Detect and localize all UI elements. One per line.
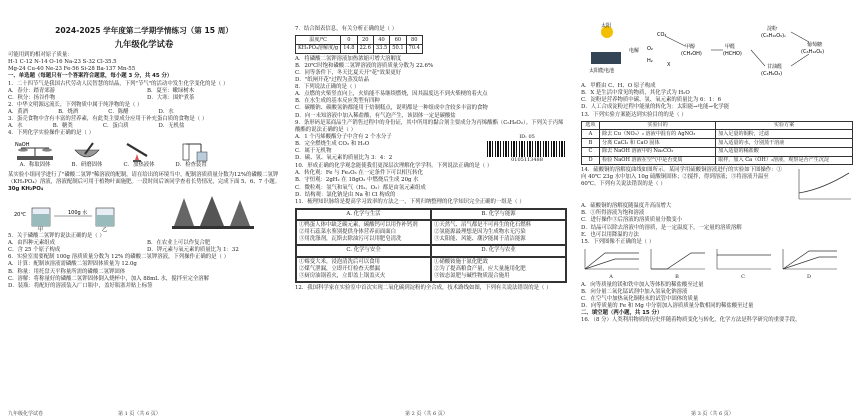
page-1 xyxy=(0,0,286,416)
q2-option-d: D．水 xyxy=(158,109,174,116)
footer-left-1: 九年级化学试卷 xyxy=(8,411,44,416)
q1-option-d: D．大寒：围炉煮茶 xyxy=(147,94,195,101)
question-5: 5．关于磷酸二氢钾的说法正确的是（ ） xyxy=(8,232,105,239)
barcode xyxy=(487,134,567,163)
page-3 xyxy=(573,0,859,416)
question-8: 8．下列说法正确的是（ ） xyxy=(295,84,360,91)
q7-option-a: A．将磷酸二氢钾溶液加热浓缩可增大溶解度 xyxy=(295,55,402,62)
q12-option-d: D．人工合成淀粉过程中能量的转化为：太阳能→电能→化学能 xyxy=(581,104,730,111)
atoms-intro: 可能用到的相对原子质量： xyxy=(8,52,73,59)
graph-d-label: D xyxy=(806,274,811,281)
q3-option-b: B．糖类 xyxy=(52,123,73,130)
q8-option-a: A．点燃的火柴竖直向上，火焰能不易继续燃烧，因其温度达不到火柴梗的着火点 xyxy=(295,91,488,98)
table-cell: A xyxy=(582,130,600,139)
table-cell: 20 xyxy=(357,36,373,45)
barcode-bars xyxy=(487,141,567,157)
atoms-line-2: Mg-24 Cu-40 Ne-23 Fe-56 Si-28 Ba-137 Mn-55 xyxy=(8,66,136,73)
glucose-label: 葡萄糖 xyxy=(807,42,823,48)
question-4: 4．下列化学实验操作正确的是（ ） xyxy=(8,130,95,137)
graph-a-plot xyxy=(581,247,641,271)
q7-option-d: D．"纸闸开花"过程为蒸发结晶 xyxy=(295,76,369,83)
table-row xyxy=(296,36,423,45)
table-cell: D xyxy=(582,156,600,165)
exam-subtitle: 九年级化学试卷 xyxy=(114,39,174,50)
question-15: 15．下列图像不正确的是（ ） xyxy=(581,238,655,245)
table-cell: 70.4 xyxy=(406,44,422,53)
q9-option-b: B．完全燃烧生成 CO₂ 和 H₂O xyxy=(295,141,370,148)
question-7: 7．结合图表信息，有关分析正确的是（ ） xyxy=(295,26,398,32)
experiment-table xyxy=(581,121,853,166)
q3-option-c: C．蛋白质 xyxy=(102,123,129,130)
footer-page-1: 第 1 页（共 6 页） xyxy=(118,411,161,416)
q5-option-a: A．由四种元素组成 xyxy=(8,240,56,247)
solution-beakers-figure xyxy=(12,194,162,232)
table-cell: 22.6 xyxy=(357,44,373,53)
table-cell: 除去 NaOH 溶液中的 Na₂CO₃ xyxy=(600,147,716,156)
table-header: 实验方案 xyxy=(716,121,853,130)
mortar-figure xyxy=(64,140,110,170)
q3-option-d: D．无机盐 xyxy=(158,123,185,130)
question-9: 9．条形码是某商品生产销售过程中的身份证，其中所用的黏合剂主要成分为丙烯酸酯（C₅H₈O₂）。下列关于丙烯酸酯的说法正确的是（ ） xyxy=(295,119,564,133)
table-cell: 50.1 xyxy=(390,44,406,53)
q2-option-a: A．黄酒 xyxy=(8,109,29,116)
grid-body-a: ①鸭蛋人体中缺乏碳元素，碳酸钙可以用作补钙剂 ②用石蕊菜水鉴别提供身体营养而面面白 ③用洗涤剂，瓦斯去除油污可以用肥皂清洗 xyxy=(296,220,431,245)
table-cell: 分离 CaCl₂ 和 CaO 固体 xyxy=(600,139,716,148)
table-row xyxy=(296,44,423,53)
grid-header-d: D. 化学与农业 xyxy=(431,245,566,256)
q15-option-c: C．在空气中加热氧化铜粉末的试管中固体的质量 xyxy=(581,295,699,302)
section-1-heading: 一、单选题（每题只有一个答案符合题意，每小题 3 分，共 45 分） xyxy=(8,73,173,80)
q14-option-c: C．进行操作③后溶液的溶质质量分数变小 xyxy=(581,217,683,224)
sun-label: 太阳 xyxy=(601,23,612,29)
q10-option-d: D．结构观：氯化钠是由 Na 和 Cl 构成的 xyxy=(295,191,396,198)
q2-option-b: B．烧酒 xyxy=(58,109,79,116)
grid-body-b: ①天然气、沼气都是不可再生的化石燃料 ②氢能源最理想是因为生成物水无污染 ③太阳能、风能、潮汐能属于清洁能源 xyxy=(431,220,566,245)
table-row xyxy=(582,147,853,156)
table-cell: 除去 Cu（NO₃）₂ 溶液中混有的 AgNO₃ xyxy=(600,130,716,139)
q9-options xyxy=(295,134,479,163)
panel-label: 太阳能电池 xyxy=(589,68,615,74)
beaker-b-label: 乙 xyxy=(102,226,108,232)
question-10: 10．形成正确的化学观念能使我们更深层次理解化学学科。下列说法正确的是（ ） xyxy=(295,163,493,170)
heating-figure xyxy=(116,140,162,170)
h2-label: H₂ xyxy=(647,58,653,64)
table-cell: 加入适量的稀盐酸 xyxy=(716,147,853,156)
table-row xyxy=(582,139,853,148)
graph-d xyxy=(779,247,839,281)
starch-label: 淀粉 xyxy=(767,26,778,32)
question-11: 11．梳理知识脉络是提高学习效率的方法之一，下列归纳整理的化学知识完全正确的一组是（ ） xyxy=(295,198,525,205)
graph-c xyxy=(713,247,773,281)
balance-icon xyxy=(13,140,57,162)
table-cell: C xyxy=(582,147,600,156)
q4-label-d: D．检查装置 xyxy=(175,162,207,169)
q1-option-c: C．秋分：扬谷作物 xyxy=(8,94,56,101)
graph-c-label: C xyxy=(741,274,745,281)
solar-panel-icon xyxy=(591,52,621,64)
q8-option-b: B．在水生成的基本反应类型有四种 xyxy=(295,98,380,105)
starch-formula: (C₆H₁₀O₅)ₙ xyxy=(761,33,787,39)
table-cell: 温度/℃ xyxy=(296,36,341,45)
co2-label: CO₂ xyxy=(657,32,667,38)
question-14: 14．硫酸铜的溶解度曲线如图所示。某同学用硫酸铜溶液进行的实验如下图操作：①向 40℃ 23g 水中加入 10g 硫酸铜固体；②搅拌，得到溶液；③将溶液升温至 60℃。下列有关说法错误的是（ ） xyxy=(581,167,782,188)
grid-header-a: A. 化学与生活 xyxy=(296,209,431,220)
q10-option-a: A．转化观：Fe 与 Fe₂O₃ 在一定条件下可以相互转化 xyxy=(295,170,424,177)
test-tube-heating-icon xyxy=(119,140,159,162)
q6-option-c: C．溶解：将称量好的磷酸二氢钾固体倒入烧杯中，加入 88mL 水，搅拌至完全溶解 xyxy=(8,275,209,282)
q9-option-d: D．碳、氢、氧元素的质量比为 3：4：2 xyxy=(295,155,393,162)
q8-option-d: D．向一未知溶液中加入稀盐酸，有气泡产生，该固体一定是碳酸盐 xyxy=(295,112,456,119)
x-label: X xyxy=(667,62,671,68)
water-label: 100g 水 xyxy=(68,209,88,216)
grid-header-c: C. 化学与安全 xyxy=(296,245,431,256)
electrolysis-label: 电解 xyxy=(629,48,640,54)
grid-header-b: B. 化学与能源 xyxy=(431,209,566,220)
starch-synthesis-diagram xyxy=(581,22,851,82)
table-row xyxy=(582,130,853,139)
graph-a xyxy=(581,247,641,281)
grid-body-c: ①霉变大米，浸泡清洗后可以食用 ②煤气泄漏，立即开灯检查天燃漏 ③厨房油锅着火，立即盖上锅盖灭火 xyxy=(296,257,431,282)
o2-label: O₂ xyxy=(647,46,653,52)
question-6: 6．实验室需要配制 100g 溶质质量分数为 12% 的磷酸二氢钾溶液，下列操作正确的是（ ） xyxy=(8,254,230,261)
q2-option-c: C．陈醋 xyxy=(108,109,129,116)
page-2 xyxy=(287,0,573,416)
footer-page-2: 第 2 页（共 6 页） xyxy=(405,411,448,416)
graph-d-plot xyxy=(779,247,839,271)
q15-option-a: A．向等质量的镁和铁中加入等体积的稀盐酸至过量 xyxy=(581,281,704,288)
q14-option-a: A．硫酸铜的溶解度随温度升高而增大 xyxy=(581,203,672,210)
table-cell: 取样，加入 Ca（OH）₂溶液，观察是否产生沉淀 xyxy=(716,156,853,165)
q11-grid xyxy=(295,208,567,283)
q9-block xyxy=(295,134,567,163)
q14-option-d: D．结晶可以除去溶液中的溶质，是一定温度下，一定量的溶质溶解 xyxy=(581,224,742,231)
solubility-curve-figure xyxy=(793,167,853,203)
airtight-figure xyxy=(168,140,214,170)
graph-c-plot xyxy=(713,247,773,271)
q3-option-a: A．水 xyxy=(8,123,23,130)
methanol-label: 甲醇 xyxy=(685,44,696,50)
glyceraldehyde-label: 甘油醛 xyxy=(767,64,783,70)
table-cell: 14.8 xyxy=(341,44,357,53)
formaldehyde-formula: (HCHO) xyxy=(723,51,742,57)
exam-title: 2024-2025 学年度第二学期学情练习（第 15 周） xyxy=(55,26,233,35)
graph-b-label: B xyxy=(675,274,679,281)
section-2-heading: 二、填空题（两小题，共 15 分） xyxy=(581,310,663,317)
table-cell: 40 xyxy=(373,36,389,45)
q5-option-b: B．在农业上可以作复合肥 xyxy=(147,240,211,247)
q10-option-c: C．微粒观：氢气和氧气（H₂、O₂）都是由氢元素组成 xyxy=(295,184,426,191)
question-1-options xyxy=(8,88,280,102)
q6-option-b: B．称量：用托盘天平称量所需的磷酸二氢钾固体 xyxy=(8,268,126,275)
mortar-icon xyxy=(67,140,107,162)
q7-option-c: C．同等条件下，冬天比夏天开"花"效果更好 xyxy=(295,69,402,76)
q4-label-b: B．研磨固体 xyxy=(71,162,103,169)
flask-check-icon xyxy=(171,140,211,162)
q15-option-b: B．向分量二氧化锰试剂中加入氢氧化钠溶液 xyxy=(581,288,688,295)
table-header: 实验目的 xyxy=(600,121,716,130)
q6-option-d: D．装瓶：将配好的溶液装入广口瓶中，盖好瓶塞并贴上标签 xyxy=(8,282,153,289)
q9-option-a: A．1 个丙烯酸酯分子中含有 2 个水分子 xyxy=(295,133,392,140)
graph-b-plot xyxy=(647,247,707,271)
q5-figure-label: 30g KH₂PO₄ xyxy=(8,185,44,192)
question-5-options xyxy=(8,240,280,254)
question-4-figures xyxy=(12,140,280,170)
frosted-tree-figure xyxy=(170,194,260,232)
q15-graphs xyxy=(581,247,853,281)
q12-option-c: C．淀粉是营养物质中碳、氢、氧元素的质量比为 6：1：6 xyxy=(581,97,722,104)
question-1: 1．二十四节气是我国古代劳动人民智慧的结晶，下列"节气"的活动中发生化学变化的是（ ） xyxy=(8,80,229,87)
graph-b xyxy=(647,247,707,281)
q5-intro: 某实验小组同学进行了"磷酸二氢钾"稀溶液的配制，请在给出的环境当中，配制溶质质量分数为12%的磷酸二氢钾（KH₂PO₄）溶液，溶液配制后可用于植物叶面施肥。一段时间后该同学查看长势情况，完成下面 5、6、7 小题。 xyxy=(8,171,281,185)
table-header-row xyxy=(582,121,853,130)
q1-option-b: B．夏至：嫩绿树木 xyxy=(147,87,195,94)
table-cell: 60 xyxy=(390,36,406,45)
q9-option-c: C．属于无机物 xyxy=(295,148,332,155)
q14-option-b: B．①所得溶液为饱和溶液 xyxy=(581,210,645,217)
methanol-formula: (CH₃OH) xyxy=(681,51,702,57)
formaldehyde-label: 甲醛 xyxy=(725,44,736,50)
q5-figure xyxy=(12,194,280,232)
question-13: 13．下列实验方案能达到实验目的的是（ ） xyxy=(581,111,687,118)
question-2: 2．中华文明源远流长，下列物质中属于纯净物的是（ ） xyxy=(8,101,143,108)
graph-a-label: A xyxy=(609,274,613,281)
table-cell: KH₂PO₄溶解度/g xyxy=(296,44,341,53)
q12-option-a: A．甲醛由 C、H、O 原子构成 xyxy=(581,83,656,89)
q7-option-b: B．20℃时饱和磷酸二氢钾溶液的溶质质量分数为 22.6% xyxy=(295,62,434,69)
atoms-line-1: H-1 C-12 N-14 O-16 Na-23 S-32 Cl-35.5 xyxy=(8,59,117,66)
temperature-label: 20℃ xyxy=(14,211,26,218)
footer-page-3: 第 3 页（共 6 页） xyxy=(691,411,734,416)
table-cell: 检验 NaOH 溶液在空气中是否变质 xyxy=(600,156,716,165)
barcode-top-label: ID: 05 xyxy=(519,133,535,140)
q10-option-b: B．守恒观：2gH₂ 在 18gO₂ 中燃烧后生成 20g 水 xyxy=(295,177,419,184)
grid-body-d: ①硝酸铵施于氨化肥效 ②为了提高粮食产量，应大量施用化肥 ③铵态氮肥与碱性物质混合施用 xyxy=(431,257,566,282)
table-header: 选项 xyxy=(582,121,600,130)
naoh-label: NaOH xyxy=(15,142,30,149)
glucose-formula: (C₆H₁₂O₆) xyxy=(801,49,825,55)
q12-option-b: B．X 是生活中常见的物质，其化学式为 H₂O xyxy=(581,90,690,97)
table-cell: 0 xyxy=(341,36,357,45)
solubility-table xyxy=(295,35,423,53)
q5-option-d: D．钾元素与氧元素的质量比为 1：32 xyxy=(147,247,239,254)
q4-label-c: C．加热液体 xyxy=(123,162,155,169)
question-3: 3．蛋壳食物中含有丰富的营养素，有此类主要成分应用于补充蛋白质的食物是（ ） xyxy=(8,116,208,123)
balance-figure xyxy=(12,140,58,170)
q1-option-a: A．春分：踏青郊游 xyxy=(8,87,56,94)
barcode-number: 0105113488 xyxy=(511,156,543,163)
q8-option-c: C．碳酸钠、碳酸氢钠都能用于焙制糕点，说明都是一种组成中含较多丰富的食物 xyxy=(295,105,488,112)
table-cell: 加入适量的水，分别蒸干溶液 xyxy=(716,139,853,148)
question-12: 12．我国科学家在实验室中首次实现二氧化碳到淀粉的全合成，技术路线如图，下列有关说法错误的是（ ） xyxy=(295,284,552,291)
question-16: 16．（8 分）人类利用物质的历史伴随着物质变化与转化，化学方法是科学研究的重要手段。 xyxy=(581,317,801,324)
beaker-a-label: 甲 xyxy=(38,226,44,232)
table-cell: 33.5 xyxy=(373,44,389,53)
q6-option-a: A．计算：配制该溶液需磷酸二氢钾固体质量为 12.0g xyxy=(8,261,137,268)
q14-option-e: E．也可以用降温的方法 xyxy=(581,231,639,238)
q14-block xyxy=(581,167,853,203)
table-cell: B xyxy=(582,139,600,148)
table-cell: 80 xyxy=(406,36,422,45)
q5-option-c: C．含 25 个原子构成 xyxy=(8,247,61,254)
q15-option-d: D．向等质量的 Fe 和 Mg 中分别加入溶质质量分数相同的稀盐酸至过量 xyxy=(581,303,754,310)
q4-label-a: A．称取固体 xyxy=(19,162,51,169)
glyceraldehyde-formula: (C₃H₆O₃) xyxy=(761,71,783,77)
table-cell: 加入足量的铜粉，过滤 xyxy=(716,130,853,139)
table-row xyxy=(582,156,853,165)
